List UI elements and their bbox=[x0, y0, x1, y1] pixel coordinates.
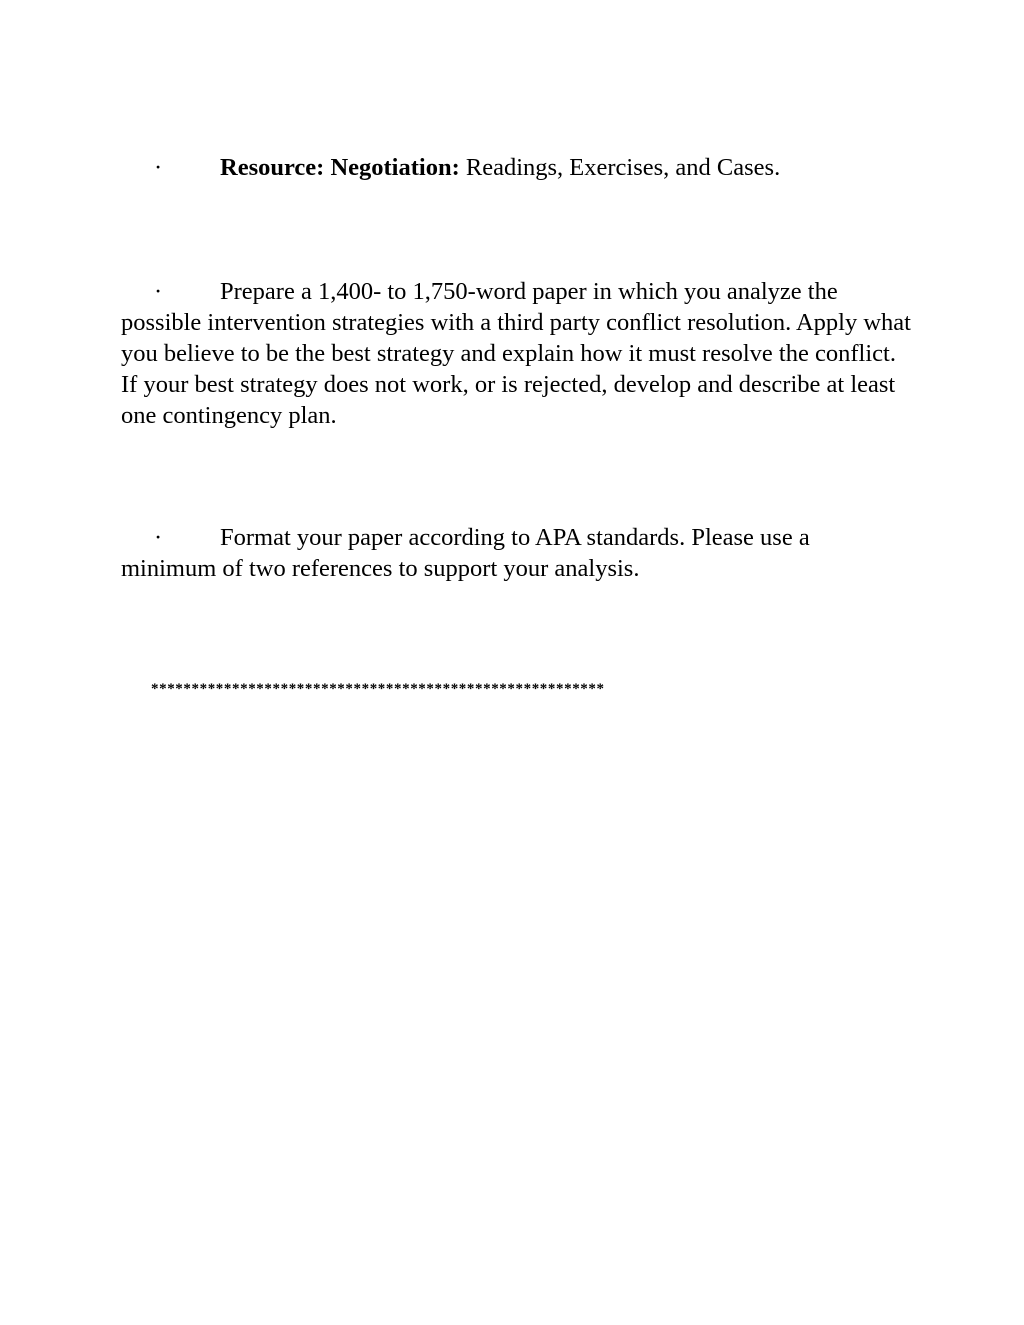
resource-label: Resource: Negotiation: bbox=[220, 154, 460, 181]
resource-text: Readings, Exercises, and Cases. bbox=[459, 154, 781, 181]
prepare-text: Prepare a 1,400- to 1,750-word paper in which you analyze the possible intervention strategies with a third party conflict resolution. Apply what you believe to be the best strategy and explain how it must resolve the conflict. If your best strategy does not work, or is rejected, develop and describe at least one contingency plan. bbox=[121, 278, 911, 429]
bullet-marker: · bbox=[154, 524, 163, 551]
bullet-marker: · bbox=[154, 154, 163, 181]
bullet-marker: · bbox=[154, 278, 163, 305]
separator-line: ******************************************************** bbox=[151, 681, 605, 697]
format-item bbox=[121, 522, 911, 584]
prepare-item bbox=[121, 276, 911, 431]
resource-item bbox=[121, 152, 911, 183]
format-text: Format your paper according to APA standards. Please use a minimum of two references to support your analysis. bbox=[121, 524, 810, 582]
